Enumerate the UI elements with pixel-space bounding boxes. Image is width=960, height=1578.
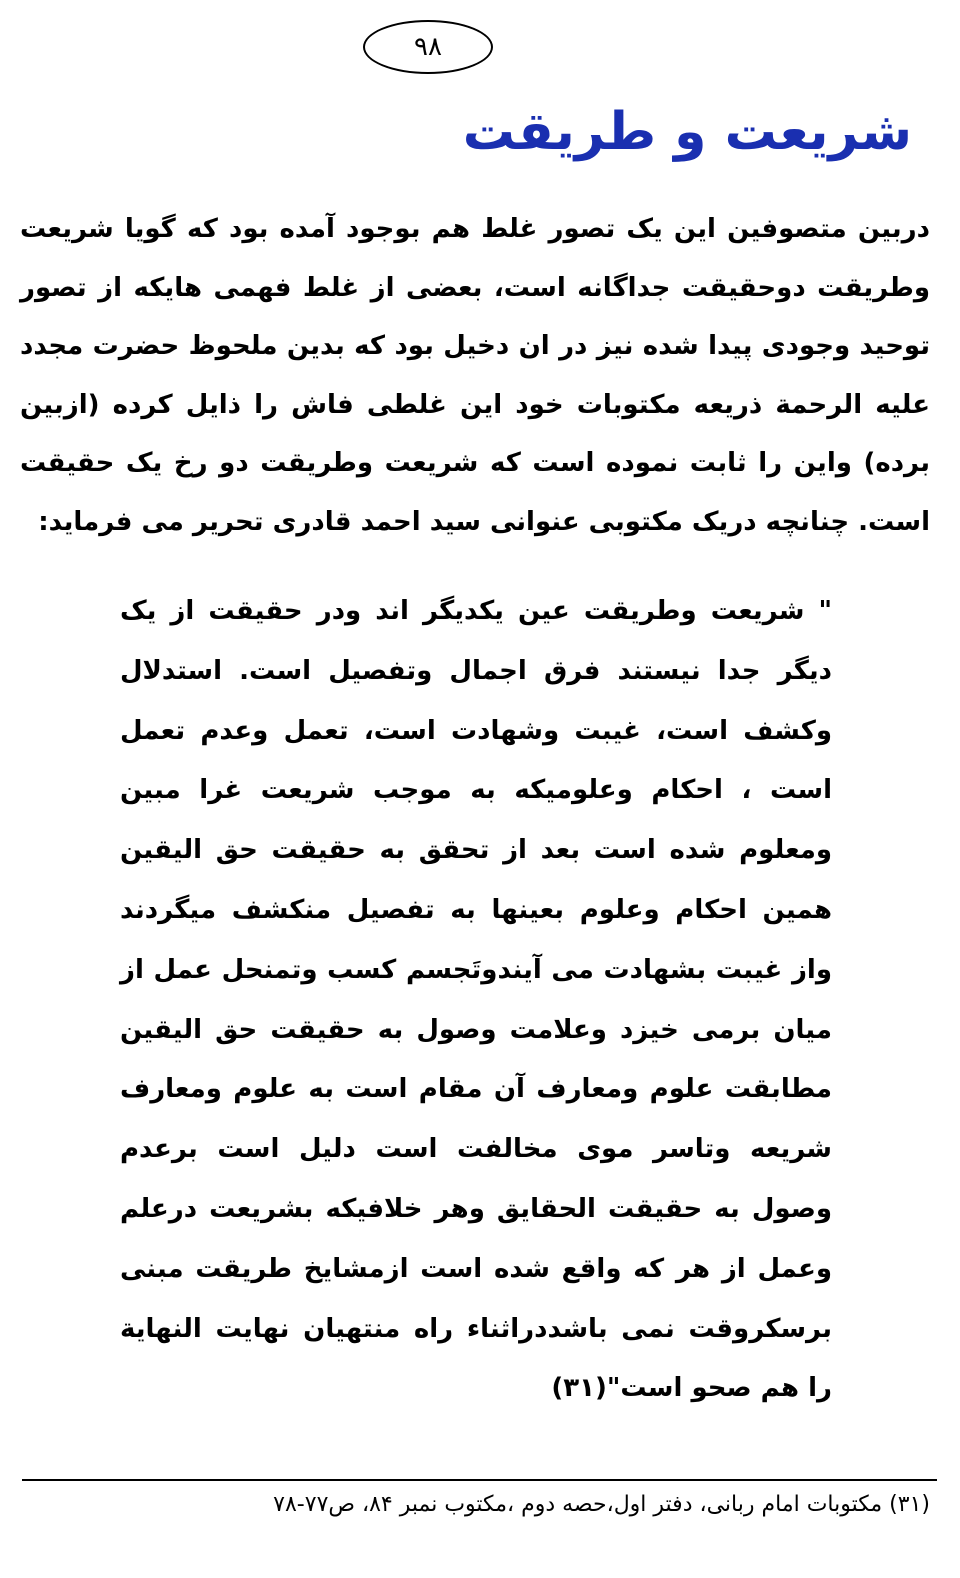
footnote: (۳۱) مکتوبات امام ربانی، دفتر اول،حصه دوم ،مکتوب نمبر ۸۴، ص۷۷-۷۸ <box>273 1492 930 1517</box>
footnote-divider <box>22 1479 937 1481</box>
quote-block: " شریعت وطریقت عین یکدیگر اند ودر حقیقت از یک دیگر جدا نیستند فرق اجمال وتفصیل است. استدلال وکشف است، غیبت وشهادت است، تعمل وعدم تعمل است ، احکام وعلومیکه به موجب شریعت غرا مبین ومعلوم شده است بعد از تحقق به حقیقت حق الیقین همین احکام وعلوم بعینها به تفصیل منکشف میگردند واز غیبت بشهادت می آیندوتَجسم کسب وتمنحل عمل از میان برمی خیزد وعلامت وصول به حقیقت حق الیقین مطابقت علوم ومعارف آن مقام است به علوم ومعارف شریعه وتاسر موی مخالفت است دلیل است برعدم وصول به حقیقت الحقایق وهر خلافیکه بشریعت درعلم وعمل از هر که واقع شده است ازمشایخ طریقت مبنی برسکروقت نمی باشددراثناء راه منتهیان نهایت النهایة را هم صحو است"(۳۱) <box>120 596 832 1404</box>
page-number <box>363 20 493 74</box>
page-title: شریعت و طریقت <box>462 102 912 162</box>
page-number-text: ۹۸ <box>414 32 442 62</box>
intro-paragraph: دربین متصوفین این یک تصور غلط هم بوجود آمده بود که گویا شریعت وطریقت دوحقیقت جداگانه است، بعضی از غلط فهمی هایکه از تصور توحید وجودی پیدا شده نیز در ان دخیل بود که بدین ملحوظ حضرت مجدد علیه الرحمة ذریعه مکتوبات خود این غلطی فاش را ذایل کرده (ازبین برده) واین را ثابت نموده است که شریعت وطریقت دو رخ یک حقیقت است. چنانچه دریک مکتوبی عنوانی سید احمد قادری تحریر می فرماید: <box>20 214 930 537</box>
